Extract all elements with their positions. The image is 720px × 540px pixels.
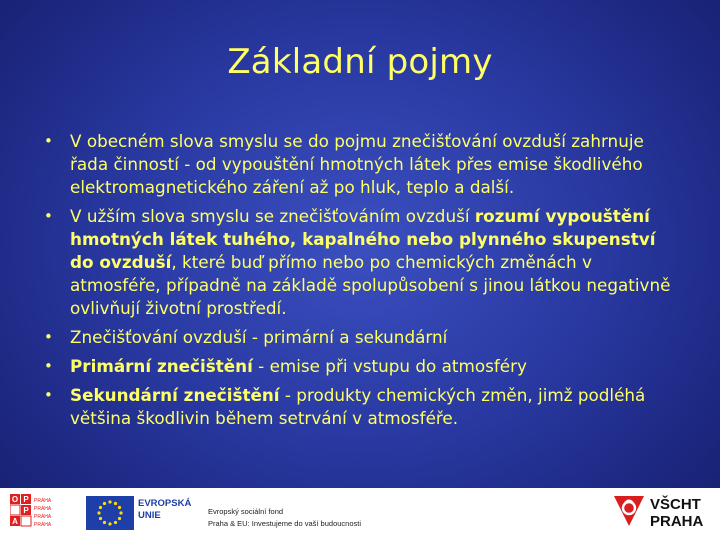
eu-label-line1: EVROPSKÁ xyxy=(138,498,192,509)
bullet-text: - produkty chemických změn, jimž podléhá většina škodlivin během setrvání v atmosféře. xyxy=(70,385,646,428)
bullet-text: V užším slova smyslu se znečišťováním ovzduší xyxy=(70,206,475,226)
bullet-list xyxy=(44,130,684,436)
bullet-item xyxy=(44,384,684,430)
vscht-label-line1: VŠCHT xyxy=(650,496,701,513)
bullet-text: , které buď přímo nebo po chemických změnách v atmosféře, případně na základě spolupůsobení s jinou látkou negativně ovlivňují životní prostředí. xyxy=(70,252,671,318)
bullet-text-bold: rozumí vypouštění hmotných látek tuhého, kapalného nebo plynného skupenství do ovzduší xyxy=(70,206,656,272)
oppa-letter: A xyxy=(12,517,18,526)
vscht-label-line2: PRAHA xyxy=(650,513,704,530)
vscht-label xyxy=(650,496,703,530)
bullet-text: Znečišťování ovzduší - primární a sekundární xyxy=(70,327,448,347)
eu-label-line2: UNIE xyxy=(138,510,161,521)
oppa-line: PRAHA xyxy=(34,514,52,520)
bullet-text: - emise při vstupu do atmosféry xyxy=(252,356,527,376)
oppa-line: PRAHA xyxy=(34,498,52,504)
bullet-item xyxy=(44,130,684,199)
bullet-item xyxy=(44,205,684,320)
bullet-text-bold: Sekundární znečištění xyxy=(70,385,280,405)
fund-label-line2: Praha & EU: Investujeme do vaší budoucnosti xyxy=(208,519,362,528)
fund-label xyxy=(208,506,361,530)
oppa-letter: O xyxy=(11,495,19,504)
vscht-logo-icon xyxy=(612,494,646,528)
fund-label-line1: Evropský sociální fond xyxy=(208,507,284,516)
oppa-letter: P xyxy=(23,495,29,504)
oppa-logo xyxy=(10,494,78,534)
oppa-line: PRAHA xyxy=(34,522,52,528)
oppa-letter: P xyxy=(23,506,29,515)
eu-flag-icon xyxy=(86,496,134,530)
bullet-item xyxy=(44,326,684,349)
bullet-text: V obecném slova smyslu se do pojmu znečišťování ovzduší zahrnuje řada činností - od vypouštění hmotných látek přes emise škodlivého elektromagnetického záření až po hluk, teplo a další. xyxy=(70,131,644,197)
slide-title: Základní pojmy xyxy=(227,42,493,82)
bullet-text-bold: Primární znečištění xyxy=(70,356,253,376)
footer-logos-bar xyxy=(0,488,720,540)
eu-label xyxy=(138,498,191,522)
bullet-item xyxy=(44,355,684,378)
oppa-line: PRAHA xyxy=(34,506,52,512)
